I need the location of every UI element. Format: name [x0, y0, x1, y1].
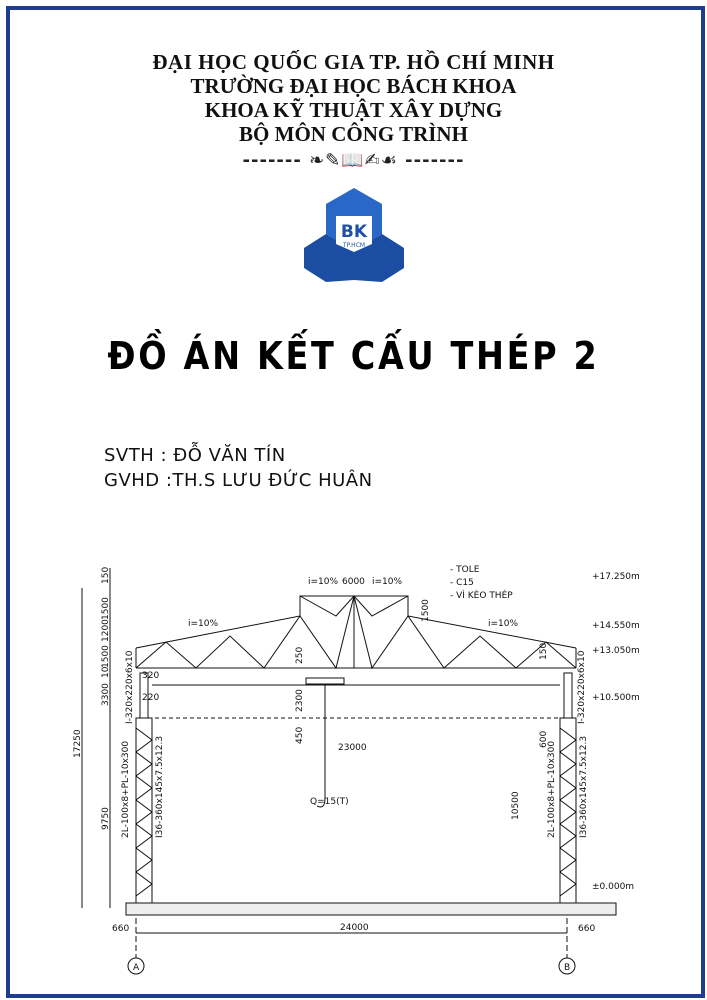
university-name: ĐẠI HỌC QUỐC GIA TP. HỒ CHÍ MINH — [152, 50, 555, 74]
level-5: ±0.000m — [592, 882, 635, 892]
bk-logo — [302, 186, 406, 284]
ornament-divider: ------- ❧✎📖✍☙ ------- — [242, 150, 465, 171]
truss-web — [136, 596, 576, 668]
logo-text: BK — [340, 222, 368, 242]
idim-450: 450 — [295, 726, 305, 744]
vdim-150: 150 — [101, 566, 111, 584]
idim-1500: 1500 — [421, 599, 431, 622]
student-name: SVTH : ĐỖ VĂN TÍN — [104, 445, 286, 466]
level-3: +13.050m — [592, 646, 640, 656]
idim-2300: 2300 — [295, 689, 305, 712]
upper-col-right: I-320x220x6x10 — [577, 650, 587, 724]
crane-capacity: Q=15(T) — [310, 797, 349, 807]
logo-subtext: TP.HCM — [342, 242, 366, 249]
right-upper-column — [564, 673, 572, 718]
idim-150: 150 — [539, 642, 549, 660]
vdim-17250: 17250 — [73, 729, 83, 758]
col-right-a: 2L-100x8+PL-10x300 — [547, 740, 557, 838]
dim-edge-right: 660 — [578, 924, 596, 934]
label-tole: - TOLE — [450, 565, 480, 575]
slope-mid-left: i=10% — [308, 577, 339, 587]
document-title: ĐỒ ÁN KẾT CẤU THÉP 2 — [107, 334, 600, 378]
col-right-b: I36-360x145x7.5x12.3 — [579, 735, 589, 838]
school-name: TRƯỜNG ĐẠI HỌC BÁCH KHOA — [190, 74, 517, 98]
faculty-name: KHOA KỸ THUẬT XÂY DỰNG — [204, 98, 503, 122]
dim-span-inner: 23000 — [338, 743, 367, 753]
ground-slab — [126, 903, 616, 915]
vdim-9750: 9750 — [101, 807, 111, 830]
level-4: +10.500m — [592, 693, 640, 703]
right-column-lacing — [560, 728, 576, 896]
slope-mid-right: i=10% — [372, 577, 403, 587]
col-left-b: I36-360x145x7.5x12.3 — [155, 735, 165, 838]
vdim-10: 10 — [101, 666, 111, 678]
slope-left: i=10% — [188, 619, 219, 629]
crane-trolley — [306, 678, 344, 684]
label-vikeo: - VÌ KÈO THÉP — [450, 591, 513, 601]
slope-right: i=10% — [488, 619, 519, 629]
dim-edge-left: 660 — [112, 924, 130, 934]
axis-a-label: A — [133, 963, 140, 973]
label-c15: - C15 — [450, 578, 474, 588]
department-name: BỘ MÔN CÔNG TRÌNH — [239, 122, 468, 146]
dim-top-span: 6000 — [342, 577, 365, 587]
left-column-lacing — [136, 728, 152, 896]
idim-320: 320 — [142, 671, 160, 681]
level-2: +14.550m — [592, 621, 640, 631]
idim-220: 220 — [142, 693, 160, 703]
dim-span-total: 24000 — [340, 923, 369, 933]
truss-drawing — [70, 548, 650, 988]
vdim-3300: 3300 — [101, 683, 111, 706]
axis-b-label: B — [564, 963, 571, 973]
vdim-1500b: 1500 — [101, 645, 111, 668]
supervisor-name: GVHD :TH.S LƯU ĐỨC HUÂN — [104, 470, 373, 491]
col-left-a: 2L-100x8+PL-10x300 — [121, 740, 131, 838]
idim-250: 250 — [295, 646, 305, 664]
level-1: +17.250m — [592, 572, 640, 582]
upper-col-left: I-320x220x6x10 — [125, 650, 135, 724]
idim-10500: 10500 — [511, 791, 521, 820]
idim-600: 600 — [539, 730, 549, 748]
vdim-1500: 1500 — [101, 597, 111, 620]
crane-hook — [317, 684, 325, 807]
vdim-1200: 1200 — [101, 619, 111, 642]
